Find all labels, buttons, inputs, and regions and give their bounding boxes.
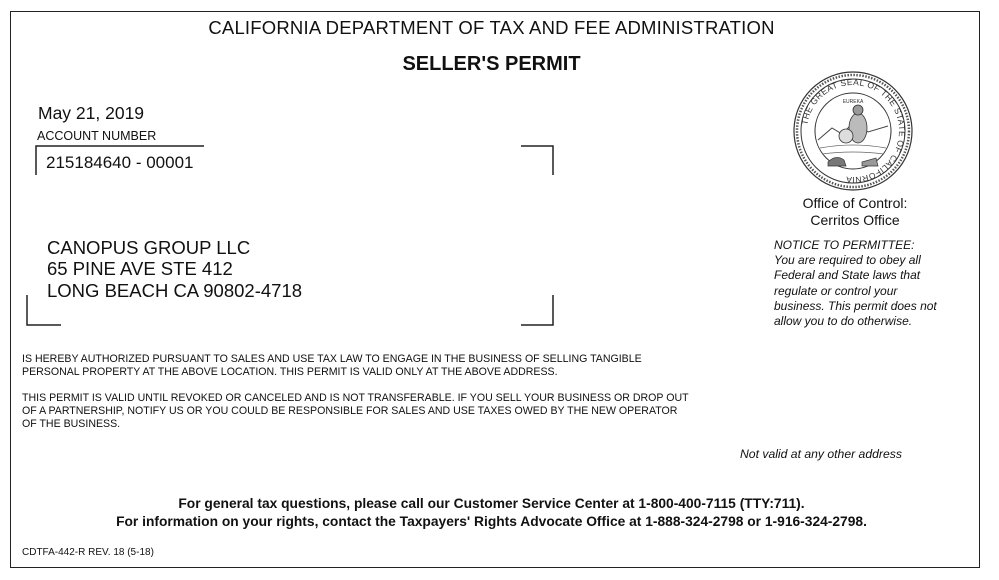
- account-number-label: ACCOUNT NUMBER: [37, 129, 157, 143]
- document-title: SELLER'S PERMIT: [402, 53, 581, 75]
- city-state-zip: LONG BEACH CA 90802-4718: [47, 280, 303, 301]
- business-name: CANOPUS GROUP LLC: [47, 237, 251, 258]
- validity-paragraph: [22, 392, 689, 432]
- california-seal-icon: [792, 70, 914, 192]
- customer-service-info: For general tax questions, please call our Customer Service Center at 1-800-400-7115 (TTY:711).: [178, 496, 805, 511]
- svg-text:EUREKA: EUREKA: [842, 99, 864, 105]
- notice-heading: NOTICE TO PERMITTEE:: [774, 238, 915, 252]
- svg-text:THE GREAT SEAL OF THE STATE OF: THE GREAT SEAL OF THE STATE OF CALIFORNIA: [799, 76, 908, 186]
- notice-to-permittee: [774, 238, 944, 329]
- authorization-paragraph: [22, 353, 642, 379]
- agency-name: CALIFORNIA DEPARTMENT OF TAX AND FEE ADMINISTRATION: [208, 17, 775, 38]
- not-valid-notice: Not valid at any other address: [740, 447, 902, 461]
- form-number: CDTFA-442-R REV. 18 (5-18): [22, 547, 154, 558]
- paragraph-line: PERSONAL PROPERTY AT THE ABOVE LOCATION. THIS PERMIT IS VALID ONLY AT THE ABOVE ADDRESS.: [22, 366, 558, 379]
- paragraph-line: THIS PERMIT IS VALID UNTIL REVOKED OR CANCELED AND IS NOT TRANSFERABLE. IF YOU SELL YOUR BUSINESS OR DROP OUT: [22, 392, 689, 404]
- street-address: 65 PINE AVE STE 412: [47, 258, 233, 279]
- taxpayer-rights-info: For information on your rights, contact the Taxpayers' Rights Advocate Office at 1-888-324-2798 or 1-916-324-2798.: [116, 514, 867, 529]
- paragraph-line: IS HEREBY AUTHORIZED PURSUANT TO SALES AND USE TAX LAW TO ENGAGE IN THE BUSINESS OF SELLING TANGIBLE: [22, 353, 642, 365]
- office-of-control-label: Office of Control:: [802, 195, 908, 211]
- paragraph-line: OF A PARTNERSHIP, NOTIFY US OR YOU COULD BE RESPONSIBLE FOR SALES AND USE TAXES OWED BY THE NEW OPERATOR: [22, 405, 678, 418]
- paragraph-line: OF THE BUSINESS.: [22, 418, 121, 431]
- office-name: Cerritos Office: [810, 212, 900, 228]
- notice-body: You are required to obey all Federal and State laws that regulate or control your business. This permit does not allow you to do otherwise.: [774, 253, 937, 329]
- account-number: 215184640 - 00001: [46, 153, 194, 172]
- issue-date: May 21, 2019: [38, 103, 145, 123]
